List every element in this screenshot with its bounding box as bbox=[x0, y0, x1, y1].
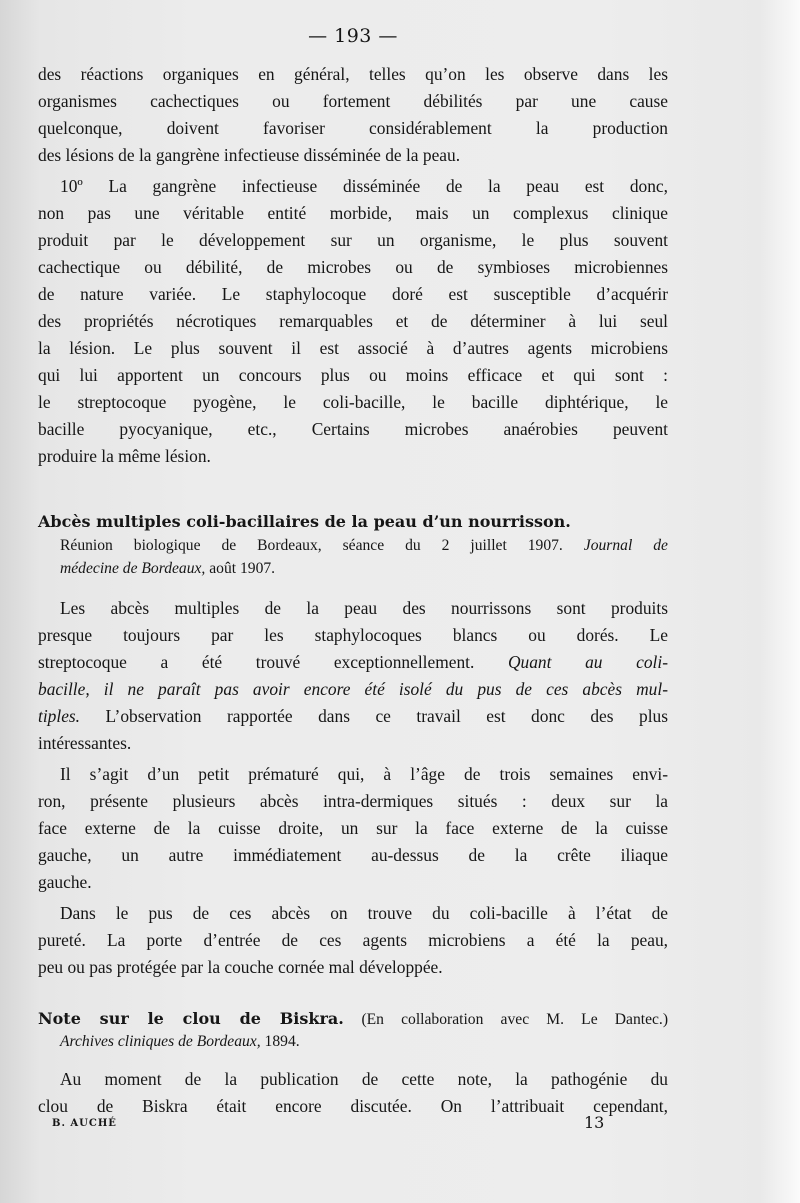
journal-name: médecine de Bordeaux, bbox=[60, 560, 206, 577]
text-line: Les abcès multiples de la peau des nourrissons sont produits bbox=[60, 598, 668, 618]
text-line: produire la même lésion. bbox=[38, 446, 211, 466]
text-line: Dans le pus de ces abcès on trouve du coli-bacille à l’état de bbox=[60, 903, 668, 923]
journal-name: Archives cliniques de Bordeaux, bbox=[60, 1033, 261, 1050]
emphasis-text: Quant au coli- bbox=[507, 652, 668, 672]
text-line: clou de Biskra était encore discutée. On l’attribuait cependant, bbox=[38, 1096, 668, 1116]
text-line: face externe de la cuisse droite, un sur la face externe de la cuisse bbox=[38, 818, 668, 838]
text-line: ron, présente plusieurs abcès intra-dermiques situés : deux sur la bbox=[38, 791, 668, 811]
text-line: des réactions organiques en général, telles qu’on les observe dans les bbox=[38, 64, 668, 84]
text-line bbox=[38, 649, 668, 676]
text-line: gauche, un autre immédiatement au-dessus de la crête iliaque bbox=[38, 845, 668, 865]
text-line: qui lui apportent un concours plus ou moins efficace et qui sont : bbox=[38, 365, 668, 385]
text-line: le streptocoque pyogène, le coli-bacille, le bacille diphtérique, le bbox=[38, 392, 668, 412]
collaboration-note: (En collaboration avec M. Le Dantec.) bbox=[361, 1011, 669, 1028]
text-line: cachectique ou débilité, de microbes ou de symbioses microbiennes bbox=[38, 257, 668, 277]
emphasis-text: bacille, il ne paraît pas avoir encore été isolé du pus de ces abcès mul- bbox=[38, 679, 668, 699]
text-line bbox=[38, 676, 668, 703]
text-line: produit par le développement sur un organisme, le plus souvent bbox=[38, 230, 668, 250]
text-line bbox=[38, 703, 668, 730]
text-line: pureté. La porte d’entrée de ces agents microbiens a été la peau, bbox=[38, 930, 668, 950]
sheet-number: 13 bbox=[584, 1113, 605, 1132]
emphasis-text: tiples. bbox=[38, 706, 81, 726]
text-span: streptocoque a été trouvé exceptionnellement. bbox=[38, 652, 475, 672]
text-line: 10º La gangrène infectieuse disséminée de la peau est donc, bbox=[60, 176, 668, 196]
text-line: la lésion. Le plus souvent il est associé à d’autres agents microbiens bbox=[38, 338, 668, 358]
text-line: de nature variée. Le staphylocoque doré est susceptible d’acquérir bbox=[38, 284, 668, 304]
section-title: Note sur le clou de Biskra. bbox=[38, 1009, 344, 1028]
footer-signature: B. AUCHÉ bbox=[52, 1118, 117, 1129]
text-line: Il s’agit d’un petit prématuré qui, à l’âge de trois semaines envi- bbox=[60, 764, 668, 784]
page-number: — 193 — bbox=[308, 25, 398, 47]
citation-date: 1894. bbox=[264, 1033, 300, 1050]
journal-name: Journal de bbox=[583, 537, 668, 554]
text-line: organismes cachectiques ou fortement débilités par une cause bbox=[38, 91, 668, 111]
text-line: bacille pyocyanique, etc., Certains microbes anaérobies peuvent bbox=[38, 419, 668, 439]
citation-date: août 1907. bbox=[209, 560, 276, 577]
text-line: intéressantes. bbox=[38, 733, 132, 753]
citation-text: Réunion biologique de Bordeaux, séance du 2 juillet 1907. bbox=[60, 537, 563, 554]
citation-line bbox=[38, 555, 668, 582]
text-line: presque toujours par les staphylocoques blancs ou dorés. Le bbox=[38, 625, 668, 645]
text-line: des propriétés nécrotiques remarquables et de déterminer à lui seul bbox=[38, 311, 668, 331]
text-line: non pas une véritable entité morbide, mais un complexus clinique bbox=[38, 203, 668, 223]
citation-line bbox=[38, 1028, 668, 1055]
section-title: Abcès multiples coli-bacillaires de la peau d’un nourrisson. bbox=[38, 512, 571, 531]
text-line: des lésions de la gangrène infectieuse disséminée de la peau. bbox=[38, 145, 461, 165]
text-line: gauche. bbox=[38, 872, 92, 892]
text-line: peu ou pas protégée par la couche cornée mal développée. bbox=[38, 957, 443, 977]
text-span: L’observation rapportée dans ce travail est donc des plus bbox=[105, 706, 668, 726]
text-line: quelconque, doivent favoriser considérablement la production bbox=[38, 118, 668, 138]
text-line: Au moment de la publication de cette note, la pathogénie du bbox=[60, 1069, 668, 1089]
